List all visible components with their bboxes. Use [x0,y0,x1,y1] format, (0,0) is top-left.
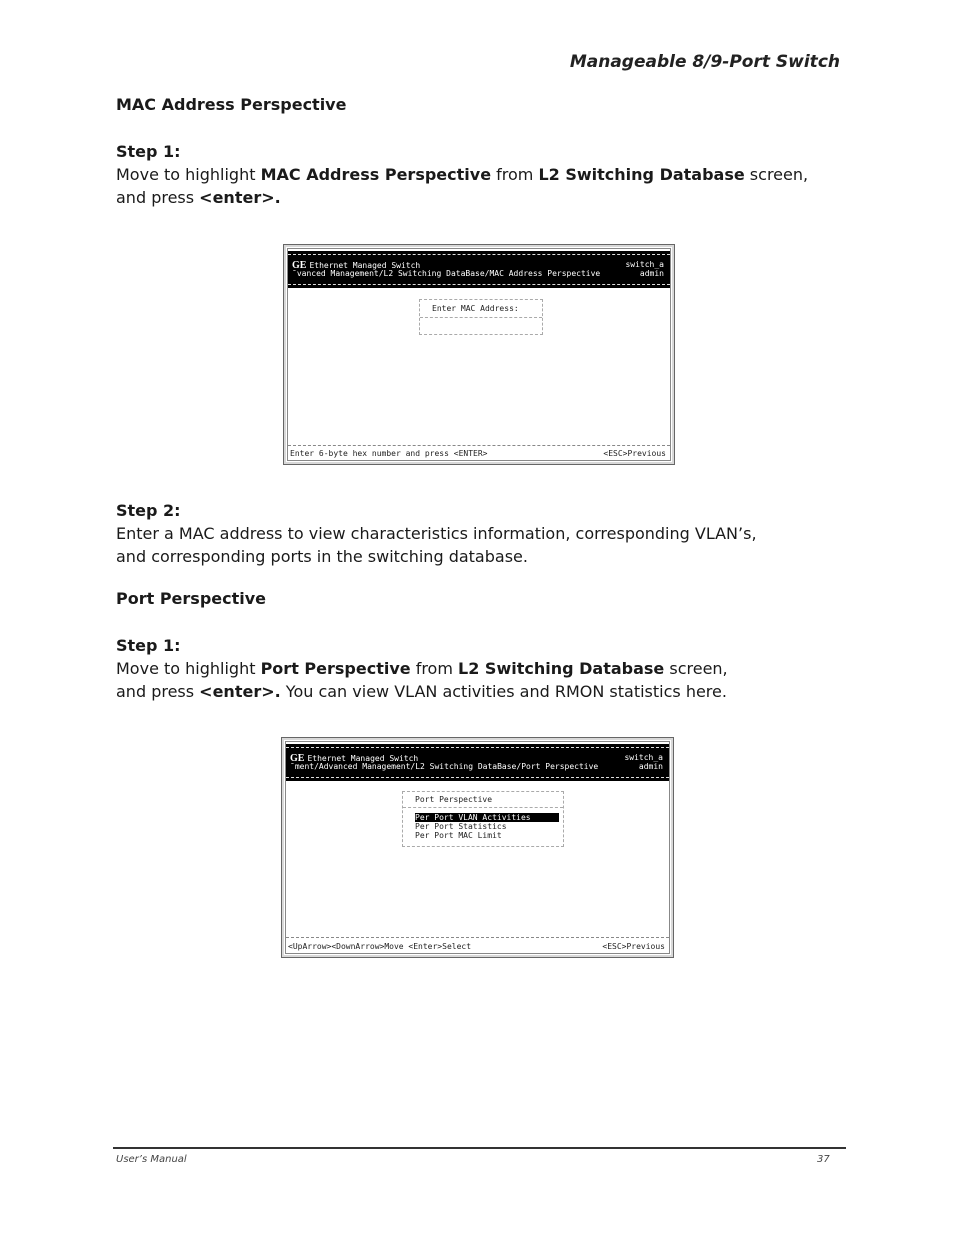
port-step1-line2: and press <enter>. You can view VLAN activities and RMON statistics here. [116,682,727,701]
esc-previous-hint: <ESC>Previous [602,942,665,951]
menu-item-mac-limit[interactable]: Per Port MAC Limit [415,831,502,840]
mac-step2-label: Step 2: [116,501,181,520]
page-number: 37 [817,1154,830,1165]
terminal-breadcrumb: ¯ment/Advanced Management/L2 Switching DataBase/Port Perspective [290,762,599,771]
port-step1-line1: Move to highlight Port Perspective from L2 Switching Database screen, [116,659,728,678]
mac-step1-line1: Move to highlight MAC Address Perspective from L2 Switching Database screen, [116,165,809,184]
terminal-user: admin [639,269,664,278]
terminal-title-bar [288,251,670,288]
mac-input-label: Enter MAC Address: [432,304,519,313]
mac-perspective-screenshot [283,244,675,465]
terminal-user: admin [638,762,663,771]
terminal-title: Ethernet Managed Switch [309,261,421,270]
terminal-title: Ethernet Managed Switch [307,754,419,763]
footer-rule [113,1147,846,1149]
menu-item-vlan-activities[interactable]: Per Port VLAN Activities [415,813,559,822]
port-perspective-screenshot [281,737,674,958]
terminal-title-bar [286,744,669,781]
terminal-footer-hint: Enter 6-byte hex number and press <ENTER> [290,449,488,458]
terminal-hostname: switch_a [625,260,664,269]
esc-previous-hint: <ESC>Previous [603,449,666,458]
terminal-footer-hint: <UpArrow><DownArrow>Move <Enter>Select [288,942,472,951]
port-perspective-menu [402,791,564,847]
terminal-hostname: switch_a [624,753,663,762]
terminal-breadcrumb: ¯vanced Management/L2 Switching DataBase/MAC Address Perspective [292,269,601,278]
port-step1-label: Step 1: [116,636,181,655]
footer-manual-label: User’s Manual [116,1154,187,1165]
mac-address-input[interactable] [426,320,534,330]
menu-item-port-statistics[interactable]: Per Port Statistics [415,822,507,831]
mac-step2-line1: Enter a MAC address to view characteristics information, corresponding VLAN’s, [116,524,757,543]
mac-step1-block [116,140,816,209]
menu-title: Port Perspective [415,795,493,804]
section-heading-port: Port Perspective [116,589,267,608]
running-header-title: Manageable 8/9-Port Switch [569,52,840,72]
mac-step2-block [116,499,816,568]
section-heading-mac: MAC Address Perspective [116,95,347,114]
mac-step1-line2: and press <enter>. [116,188,281,207]
mac-input-dialog [419,299,543,335]
port-step1-block [116,634,816,703]
ge-logo: GE [290,753,305,764]
ge-logo: GE [292,260,307,271]
mac-step2-line2: and corresponding ports in the switching database. [116,547,528,566]
mac-step1-label: Step 1: [116,142,181,161]
